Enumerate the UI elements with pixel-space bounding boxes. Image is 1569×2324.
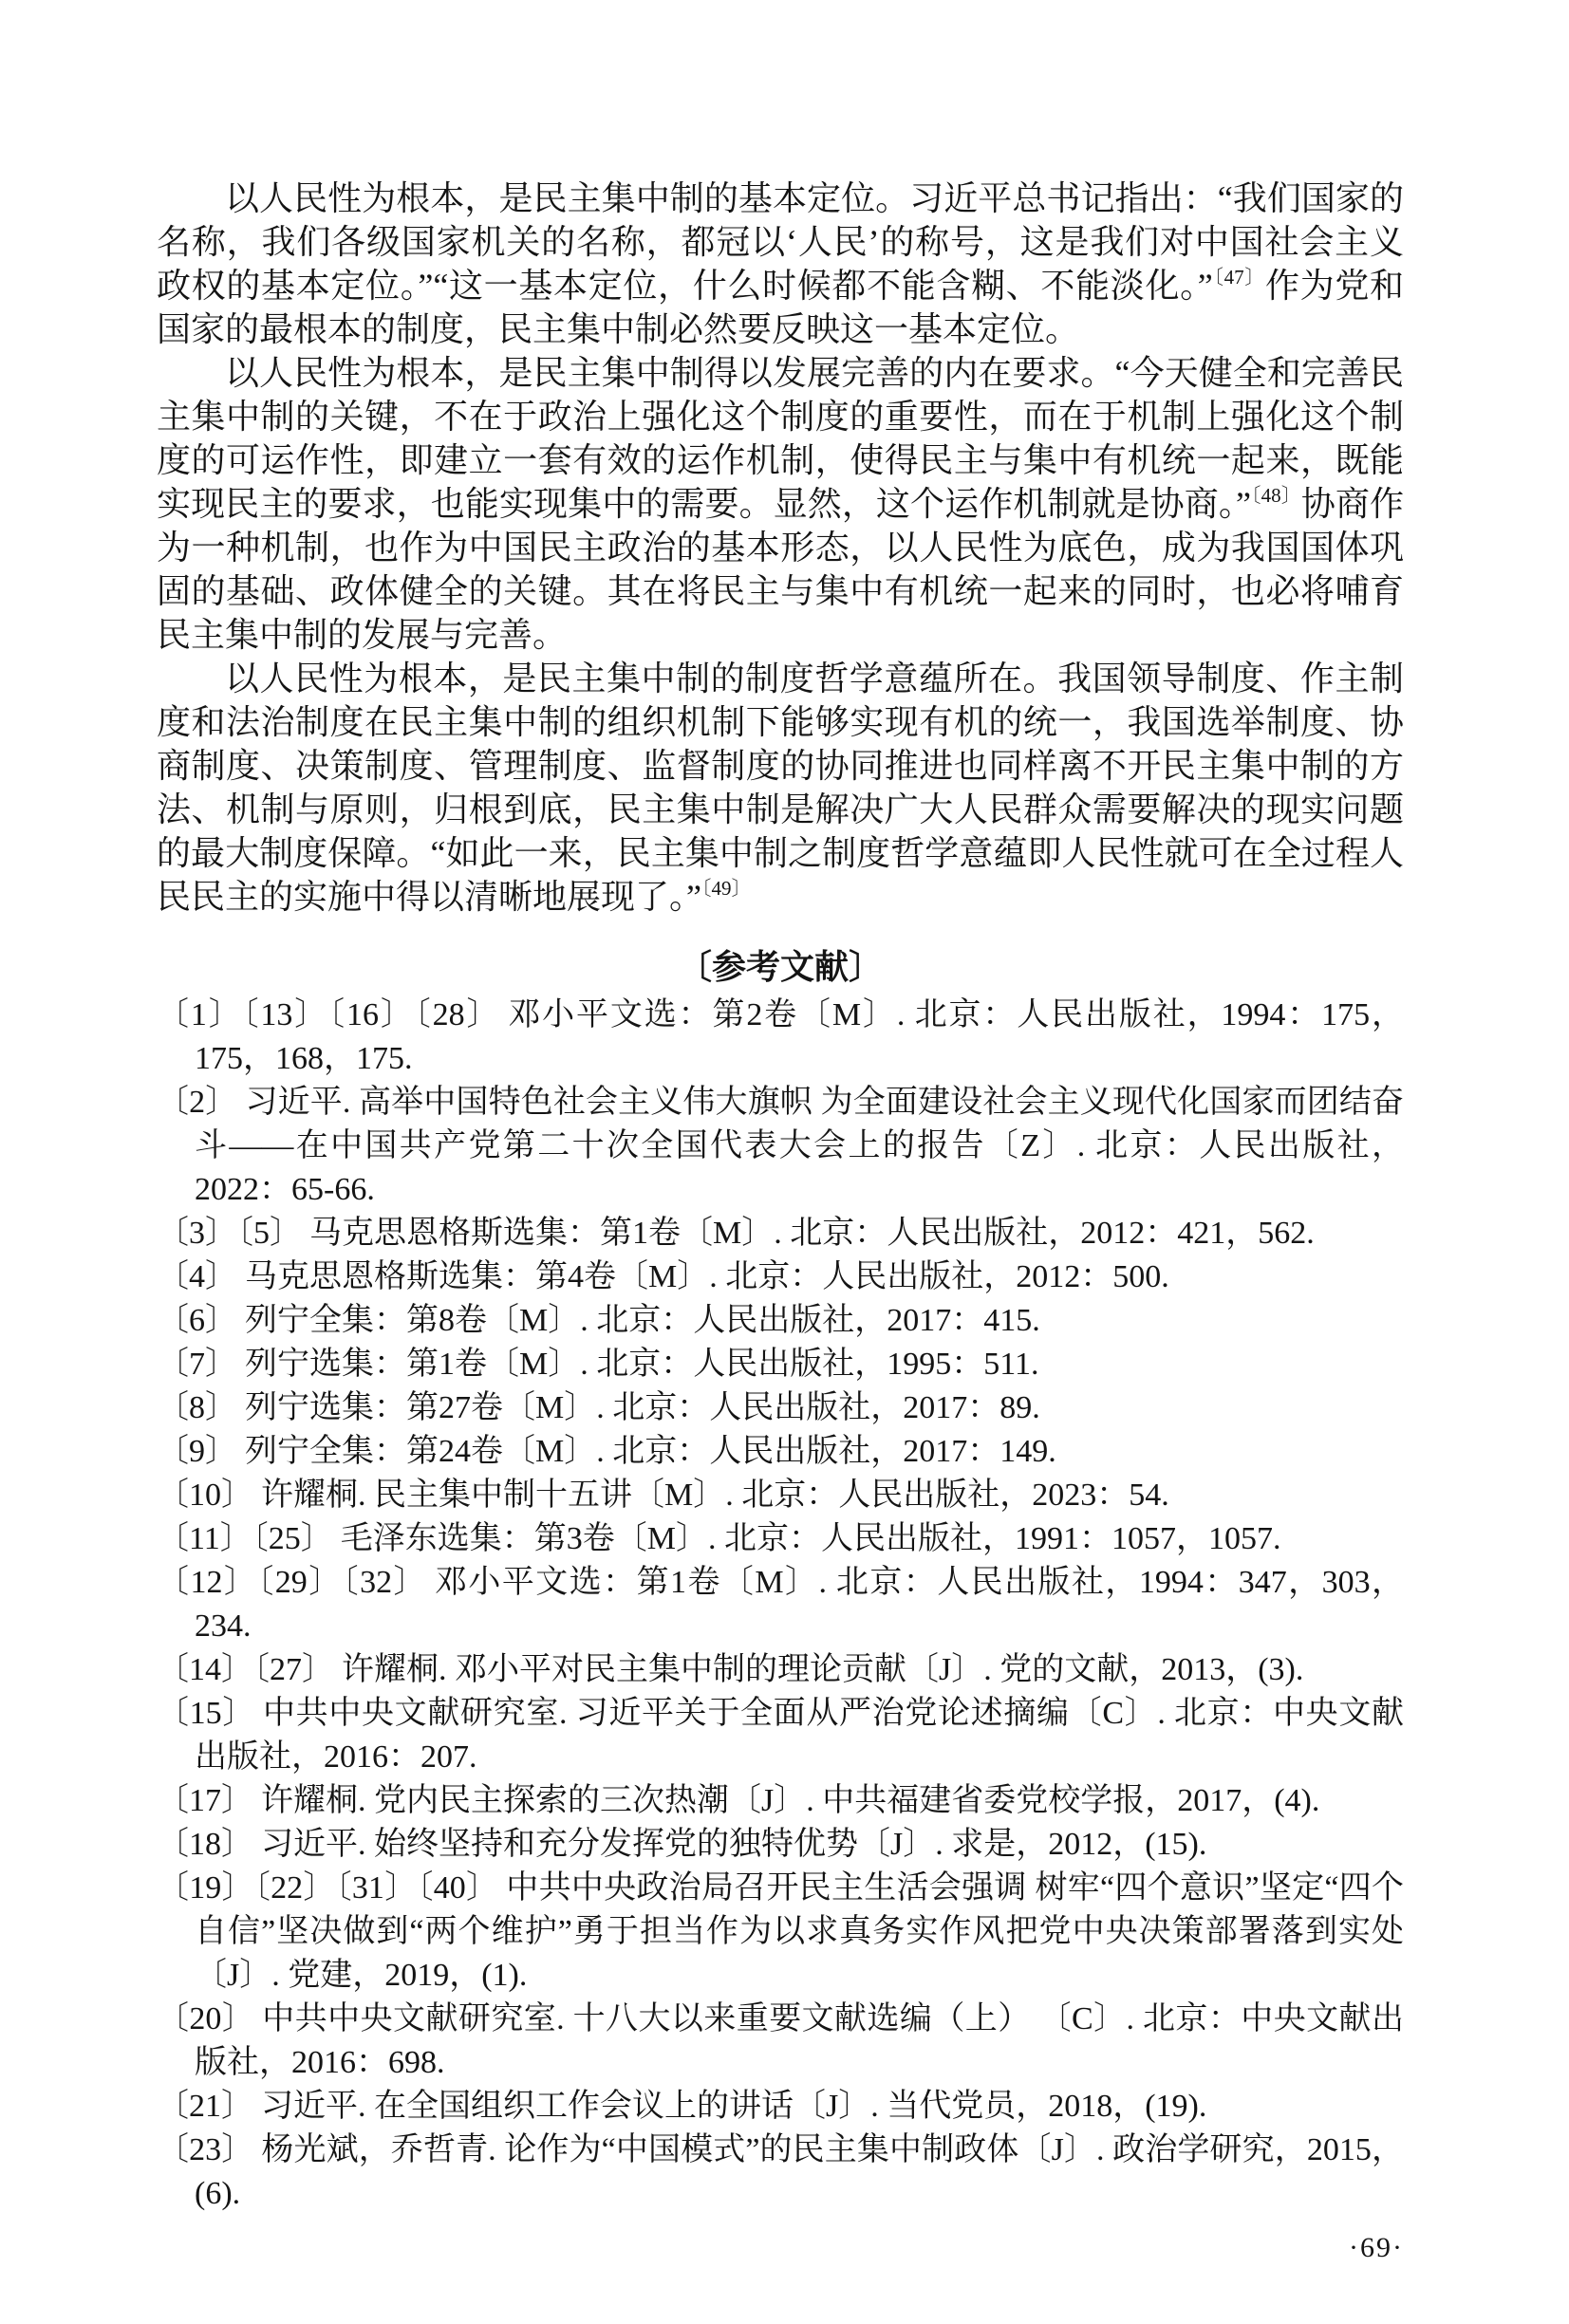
reference-item bbox=[157, 1299, 1404, 1343]
reference-number-label: 〔17〕 bbox=[157, 1783, 253, 1818]
reference-item bbox=[157, 2085, 1404, 2129]
reference-text: 列宁选集：第27卷〔M〕. 北京：人民出版社，2017：89. bbox=[245, 1390, 1040, 1425]
reference-number-label: 〔3〕〔5〕 bbox=[157, 1216, 302, 1251]
citation-marker: 〔49〕 bbox=[700, 877, 752, 900]
reference-number-label: 〔6〕 bbox=[157, 1303, 237, 1338]
reference-item bbox=[157, 1081, 1404, 1212]
reference-item bbox=[157, 1430, 1404, 1474]
reference-number-label: 〔9〕 bbox=[157, 1434, 237, 1469]
reference-item bbox=[157, 1343, 1404, 1386]
reference-number-label: 〔8〕 bbox=[157, 1390, 237, 1425]
reference-text: 中共中央文献研究室. 十八大以来重要文献选编（上） 〔C〕. 北京：中央文献出版社，2016：698. bbox=[195, 2001, 1404, 2080]
reference-number-label: 〔4〕 bbox=[157, 1259, 237, 1294]
reference-item bbox=[157, 1867, 1404, 1998]
reference-text: 杨光斌，乔哲青. 论作为“中国模式”的民主集中制政体〔J〕. 政治学研究，2015，(6). bbox=[195, 2132, 1404, 2211]
reference-text: 邓小平文选：第1卷〔M〕. 北京：人民出版社，1994：347，303，234. bbox=[195, 1565, 1405, 1644]
reference-number-label: 〔23〕 bbox=[157, 2132, 254, 2167]
reference-number-label: 〔11〕〔25〕 bbox=[157, 1521, 333, 1556]
reference-item bbox=[157, 1823, 1404, 1867]
reference-item bbox=[157, 1998, 1404, 2085]
reference-item bbox=[157, 994, 1404, 1081]
reference-text: 许耀桐. 邓小平对民主集中制的理论贡献〔J〕. 党的文献，2013，(3). bbox=[342, 1652, 1304, 1687]
reference-number-label: 〔21〕 bbox=[157, 2089, 253, 2124]
reference-text: 习近平. 在全国组织工作会议上的讲话〔J〕. 当代党员，2018，(19). bbox=[261, 2089, 1207, 2124]
reference-number-label: 〔19〕〔22〕〔31〕〔40〕 bbox=[157, 1870, 499, 1906]
reference-text: 毛泽东选集：第3卷〔M〕. 北京：人民出版社，1991：1057，1057. bbox=[340, 1521, 1281, 1556]
reference-number-label: 〔18〕 bbox=[157, 1827, 253, 1862]
citation-marker: 〔47〕 bbox=[1212, 266, 1265, 288]
reference-number-label: 〔10〕 bbox=[157, 1478, 253, 1513]
reference-number-label: 〔2〕 bbox=[157, 1085, 238, 1120]
references-list bbox=[157, 994, 1404, 2216]
reference-number-label: 〔1〕〔13〕〔16〕〔28〕 bbox=[157, 997, 501, 1032]
reference-item bbox=[157, 2129, 1404, 2216]
reference-item bbox=[157, 1474, 1404, 1517]
reference-number-label: 〔14〕〔27〕 bbox=[157, 1652, 334, 1687]
reference-item bbox=[157, 1561, 1404, 1648]
reference-number-label: 〔7〕 bbox=[157, 1347, 237, 1382]
reference-text: 习近平. 高举中国特色社会主义伟大旗帜 为全面建设社会主义现代化国家而团结奋斗——在中国共产党第二十次全国代表大会上的报告〔Z〕. 北京：人民出版社，2022：65-66. bbox=[195, 1085, 1405, 1207]
reference-text: 马克思恩格斯选集：第4卷〔M〕. 北京：人民出版社，2012：500. bbox=[245, 1259, 1169, 1294]
reference-item bbox=[157, 1692, 1404, 1779]
reference-number-label: 〔15〕 bbox=[157, 1696, 255, 1731]
article-body bbox=[157, 177, 1404, 919]
body-paragraph: 以人民性为根本，是民主集中制得以发展完善的内在要求。“今天健全和完善民主集中制的关键，不在于政治上强化这个制度的重要性，而在于机制上强化这个制度的可运作性，即建立一套有效的运作机制，使得民主与集中有机统一起来，既能实现民主的要求，也能实现集中的需要。显然，这个运作机制就是协商。”$^{〔48〕}$协商作为一种机制，也作为中国民主政治的基本形态，以人民性为底色，成为我国国体巩固的基础、政体健全的关键。其在将民主与集中有机统一起来的同时，也必将哺育民主集中制的发展与完善。 bbox=[157, 354, 1404, 654]
reference-text: 许耀桐. 党内民主探索的三次热潮〔J〕. 中共福建省委党校学报，2017，(4). bbox=[261, 1783, 1320, 1818]
references-heading: 〔参考文献〕 bbox=[677, 948, 883, 986]
reference-number-label: 〔20〕 bbox=[157, 2001, 255, 2036]
reference-text: 列宁全集：第24卷〔M〕. 北京：人民出版社，2017：149. bbox=[245, 1434, 1056, 1469]
reference-item bbox=[157, 1779, 1404, 1823]
reference-item bbox=[157, 1386, 1404, 1430]
reference-number-label: 〔12〕〔29〕〔32〕 bbox=[157, 1565, 427, 1600]
reference-text: 列宁全集：第8卷〔M〕. 北京：人民出版社，2017：415. bbox=[245, 1303, 1040, 1338]
reference-item bbox=[157, 1648, 1404, 1692]
body-paragraph: 以人民性为根本，是民主集中制的制度哲学意蕴所在。我国领导制度、作主制度和法治制度在民主集中制的组织机制下能够实现有机的统一，我国选举制度、协商制度、决策制度、管理制度、监督制度的协同推进也同样离不开民主集中制的方法、机制与原则，归根到底，民主集中制是解决广大人民群众需要解决的现实问题的最大制度保障。“如此一来，民主集中制之制度哲学意蕴即人民性就可在全过程人民民主的实施中得以清晰地展现了。”$^{〔49〕}$ bbox=[157, 660, 1404, 916]
body-paragraph: 以人民性为根本，是民主集中制的基本定位。习近平总书记指出：“我们国家的名称，我们各级国家机关的名称，都冠以‘人民’的称号，这是我们对中国社会主义政权的基本定位。”“这一基本定位，什么时候都不能含糊、不能淡化。”$^{〔47〕}$作为党和国家的最根本的制度，民主集中制必然要反映这一基本定位。 bbox=[157, 179, 1405, 348]
reference-text: 列宁选集：第1卷〔M〕. 北京：人民出版社，1995：511. bbox=[245, 1347, 1039, 1382]
citation-marker: 〔48〕 bbox=[1250, 484, 1301, 507]
reference-text: 习近平. 始终坚持和充分发挥党的独特优势〔J〕. 求是，2012，(15). bbox=[261, 1827, 1207, 1862]
reference-item bbox=[157, 1255, 1404, 1299]
reference-text: 中共中央文献研究室. 习近平关于全面从严治党论述摘编〔C〕. 北京：中央文献出版社，2016：207. bbox=[195, 1696, 1404, 1775]
reference-item bbox=[157, 1517, 1404, 1561]
reference-item bbox=[157, 1212, 1404, 1255]
reference-text: 马克思恩格斯选集：第1卷〔M〕. 北京：人民出版社，2012：421，562. bbox=[309, 1216, 1315, 1251]
reference-text: 许耀桐. 民主集中制十五讲〔M〕. 北京：人民出版社，2023：54. bbox=[261, 1478, 1169, 1513]
reference-text: 中共中央政治局召开民主生活会强调 树牢“四个意识”坚定“四个自信”坚决做到“两个维护”勇于担当作为以求真务实作风把党中央决策部署落到实处〔J〕. 党建，2019，(1). bbox=[195, 1870, 1405, 1993]
reference-text: 邓小平文选：第2卷〔M〕. 北京：人民出版社，1994：175，175，168，175. bbox=[195, 997, 1405, 1076]
page-number: ·69· bbox=[1349, 2232, 1404, 2263]
